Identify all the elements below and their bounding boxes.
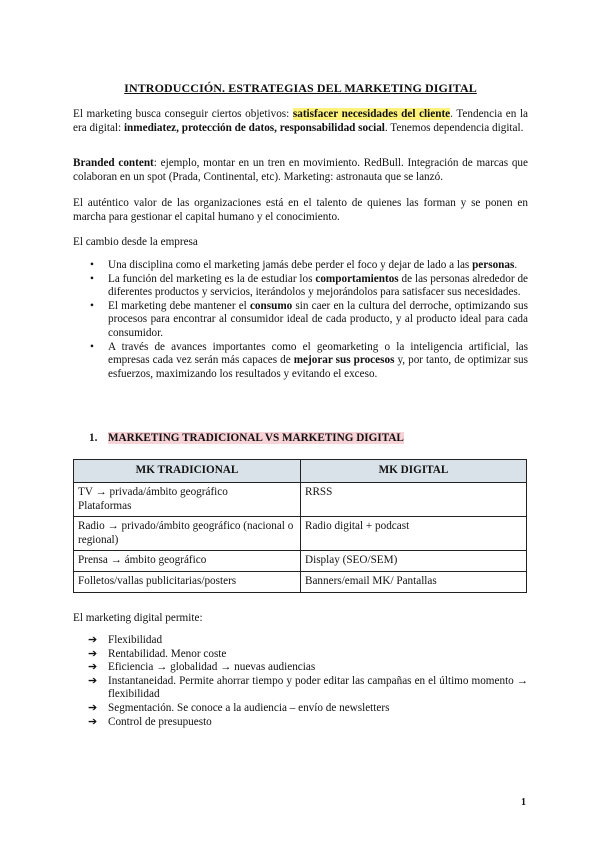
list-item xyxy=(73,273,528,300)
cell-digital: Radio digital + podcast xyxy=(301,517,527,551)
cell-traditional: Prensa → ámbito geográfico xyxy=(74,551,301,572)
cell-traditional: Radio → privado/ámbito geográfico (nacional o regional) xyxy=(74,517,301,551)
comparison-table xyxy=(73,459,527,593)
cell-traditional: Folletos/vallas publicitarias/posters xyxy=(74,571,301,592)
bullet-bold: mejorar sus procesos xyxy=(293,354,395,367)
branded-content-term: Branded content xyxy=(73,157,154,169)
bullet-text: A través de avances importantes como el geomarketing o la inteligencia artificial, las empresas cada vez serán más capaces de xyxy=(108,340,528,367)
bullet-text: El marketing debe mantener el xyxy=(108,299,250,312)
bullet-text-end: sin caer en la cultura del derroche, optimizando sus procesos para encontrar al consumidor ideal de cada producto, y al producto ideal para cada consumidor. xyxy=(108,299,528,339)
section-title: MARKETING TRADICIONAL VS MARKETING DIGITAL xyxy=(108,432,404,444)
arrow-icon: ➔ xyxy=(88,674,98,687)
table-row xyxy=(74,551,527,572)
digital-allows-heading: El marketing digital permite: xyxy=(73,612,203,624)
list-item xyxy=(73,702,528,716)
intro-text-a: El marketing busca conseguir ciertos objetivos: xyxy=(73,108,293,120)
cell-text: TV → privada/ámbito geográfico xyxy=(78,486,228,498)
bullet-bold: personas xyxy=(472,259,515,271)
cell-traditional xyxy=(74,483,301,517)
intro-text-c: . Tenemos dependencia digital. xyxy=(384,121,524,134)
intro-paragraph xyxy=(73,108,528,135)
change-heading: El cambio desde la empresa xyxy=(73,236,198,248)
cell-digital: Banners/email MK/ Pantallas xyxy=(301,571,527,592)
list-item xyxy=(73,716,528,730)
highlighted-objective: satisfacer necesidades del cliente xyxy=(292,108,451,120)
arrow-item-text: Instantaneidad. Permite ahorrar tiempo y poder editar las campañas en el último momento → flexibilidad xyxy=(108,674,528,701)
bullet-text-end: . xyxy=(514,259,518,271)
table-row xyxy=(74,517,527,551)
bullet-text-end: y, por tanto, de optimizar sus esfuerzos, maximizando los resultados y evitando el exceso. xyxy=(108,354,528,380)
table-header-row xyxy=(74,460,527,483)
list-item xyxy=(73,341,528,382)
bullet-icon: • xyxy=(90,299,94,312)
arrow-icon: ➔ xyxy=(88,715,98,728)
branded-content-paragraph xyxy=(73,157,528,184)
cell-digital: RRSS xyxy=(301,483,527,517)
arrow-item-text: Segmentación. Se conoce a la audiencia – envío de newsletters xyxy=(108,701,390,714)
table-row xyxy=(74,571,527,592)
page-title: INTRODUCCIÓN. ESTRATEGIAS DEL MARKETING DIGITAL xyxy=(124,81,477,95)
table-row xyxy=(74,483,527,517)
header-traditional: MK TRADICIONAL xyxy=(74,460,301,483)
branded-content-text: : ejemplo, montar en un tren en movimiento. RedBull. Integración de marcas que colaboran en un spot (Prada, Continental, etc). Marketing: astronauta que se lanzó. xyxy=(73,157,528,183)
section-heading xyxy=(89,432,404,444)
bullet-list xyxy=(73,259,528,381)
list-item xyxy=(73,648,528,662)
bullet-text-end: de las personas alrededor de diferentes productos y servicios, iterándolos y mejorándolos para satisfacer sus necesidades. xyxy=(108,272,528,299)
arrow-item-text: Flexibilidad xyxy=(108,634,163,646)
page-number: 1 xyxy=(521,797,526,808)
bullet-icon: • xyxy=(90,259,94,271)
list-item xyxy=(73,634,528,648)
bullet-text: Una disciplina como el marketing jamás debe perder el foco y dejar de lado a las xyxy=(108,259,473,271)
digital-trends: inmediatez, protección de datos, responsabilidad social xyxy=(123,121,385,134)
arrow-icon: ➔ xyxy=(88,634,98,646)
value-paragraph: El auténtico valor de las organizaciones está en el talento de quienes las forman y se ponen en marcha para gestionar el capital humano y el conocimiento. xyxy=(73,197,528,223)
list-item xyxy=(73,675,528,702)
bullet-bold: comportamientos xyxy=(315,272,399,285)
bullet-icon: • xyxy=(90,340,94,353)
arrow-item-text: Eficiencia → globalidad → nuevas audiencias xyxy=(108,661,316,674)
arrow-item-text: Rentabilidad. Menor coste xyxy=(108,647,227,660)
arrow-item-text: Control de presupuesto xyxy=(108,715,212,728)
cell-text-2: Plataformas xyxy=(78,499,132,512)
bullet-icon: • xyxy=(90,272,94,285)
bullet-bold: consumo xyxy=(249,299,293,312)
header-digital: MK DIGITAL xyxy=(301,460,527,483)
list-item xyxy=(73,300,528,341)
section-number: 1. xyxy=(89,432,98,444)
list-item xyxy=(73,259,528,273)
cell-digital: Display (SEO/SEM) xyxy=(301,551,527,572)
arrow-icon: ➔ xyxy=(88,701,98,714)
list-item xyxy=(73,661,528,675)
arrow-list xyxy=(73,634,528,729)
bullet-text: La función del marketing es la de estudiar los xyxy=(108,272,316,285)
arrow-icon: ➔ xyxy=(88,647,98,660)
arrow-icon: ➔ xyxy=(88,661,98,674)
intro-text-b: . Tendencia en la era digital: xyxy=(73,108,529,134)
